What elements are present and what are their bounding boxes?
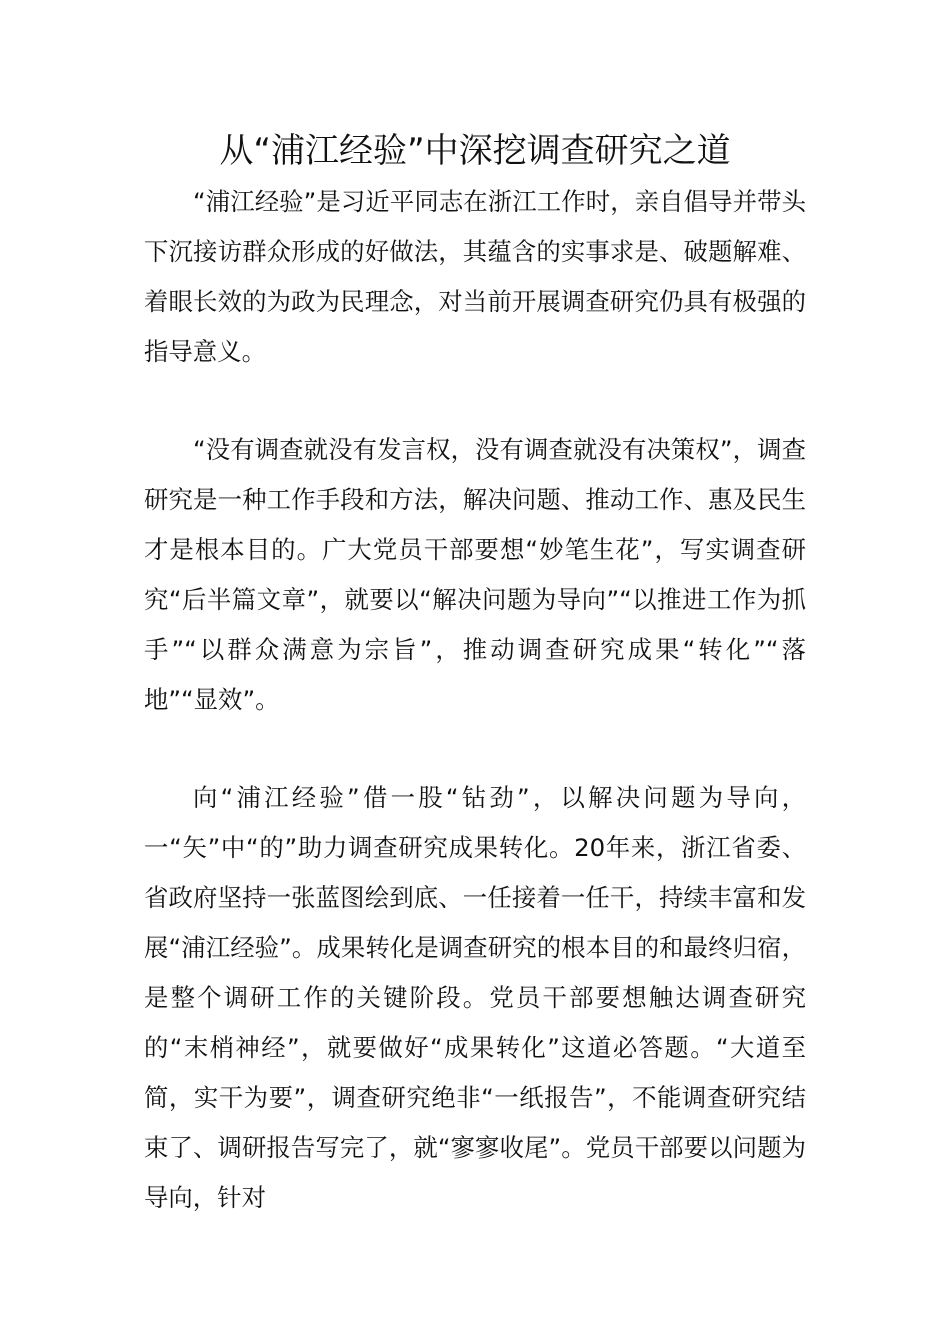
document-title: 从“浦江经验”中深挖调查研究之道 bbox=[219, 131, 731, 171]
paragraph-intro: “浦江经验”是习近平同志在浙江工作时，亲自倡导并带头下沉接访群众形成的好做法，其蕴含的实事求是、破题解难、着眼长效的为政为民理念，对当前开展调查研究仍具有极强的指导意义。 bbox=[144, 187, 806, 366]
paragraph-results-transformation: 向“浦江经验”借一股“钻劲”，以解决问题为导向，一“矢”中“的”助力调查研究成果转化。20年来，浙江省委、省政府坚持一张蓝图绘到底、一任接着一任干，持续丰富和发展“浦江经验”。成果转化是调查研究的根本目的和最终归宿，是整个调研工作的关键阶段。党员干部要想触达调查研究的“末梢神经”，就要做好“成果转化”这道必答题。“大道至简，实干为要”，调查研究绝非“一纸报告”，不能调查研究结束了、调研报告写完了，就“寥寥收尾”。党员干部要以问题为导向，针对 bbox=[144, 783, 806, 1212]
paragraph-purpose: “没有调查就没有发言权，没有调查就没有决策权”，调查研究是一种工作手段和方法，解决问题、推动工作、惠及民生才是根本目的。广大党员干部要想“妙笔生花”，写实调查研究“后半篇文章”，就要以“解决问题为导向”“以推进工作为抓手”“以群众满意为宗旨”，推动调查研究成果“转化”“落地”“显效”。 bbox=[144, 435, 806, 714]
